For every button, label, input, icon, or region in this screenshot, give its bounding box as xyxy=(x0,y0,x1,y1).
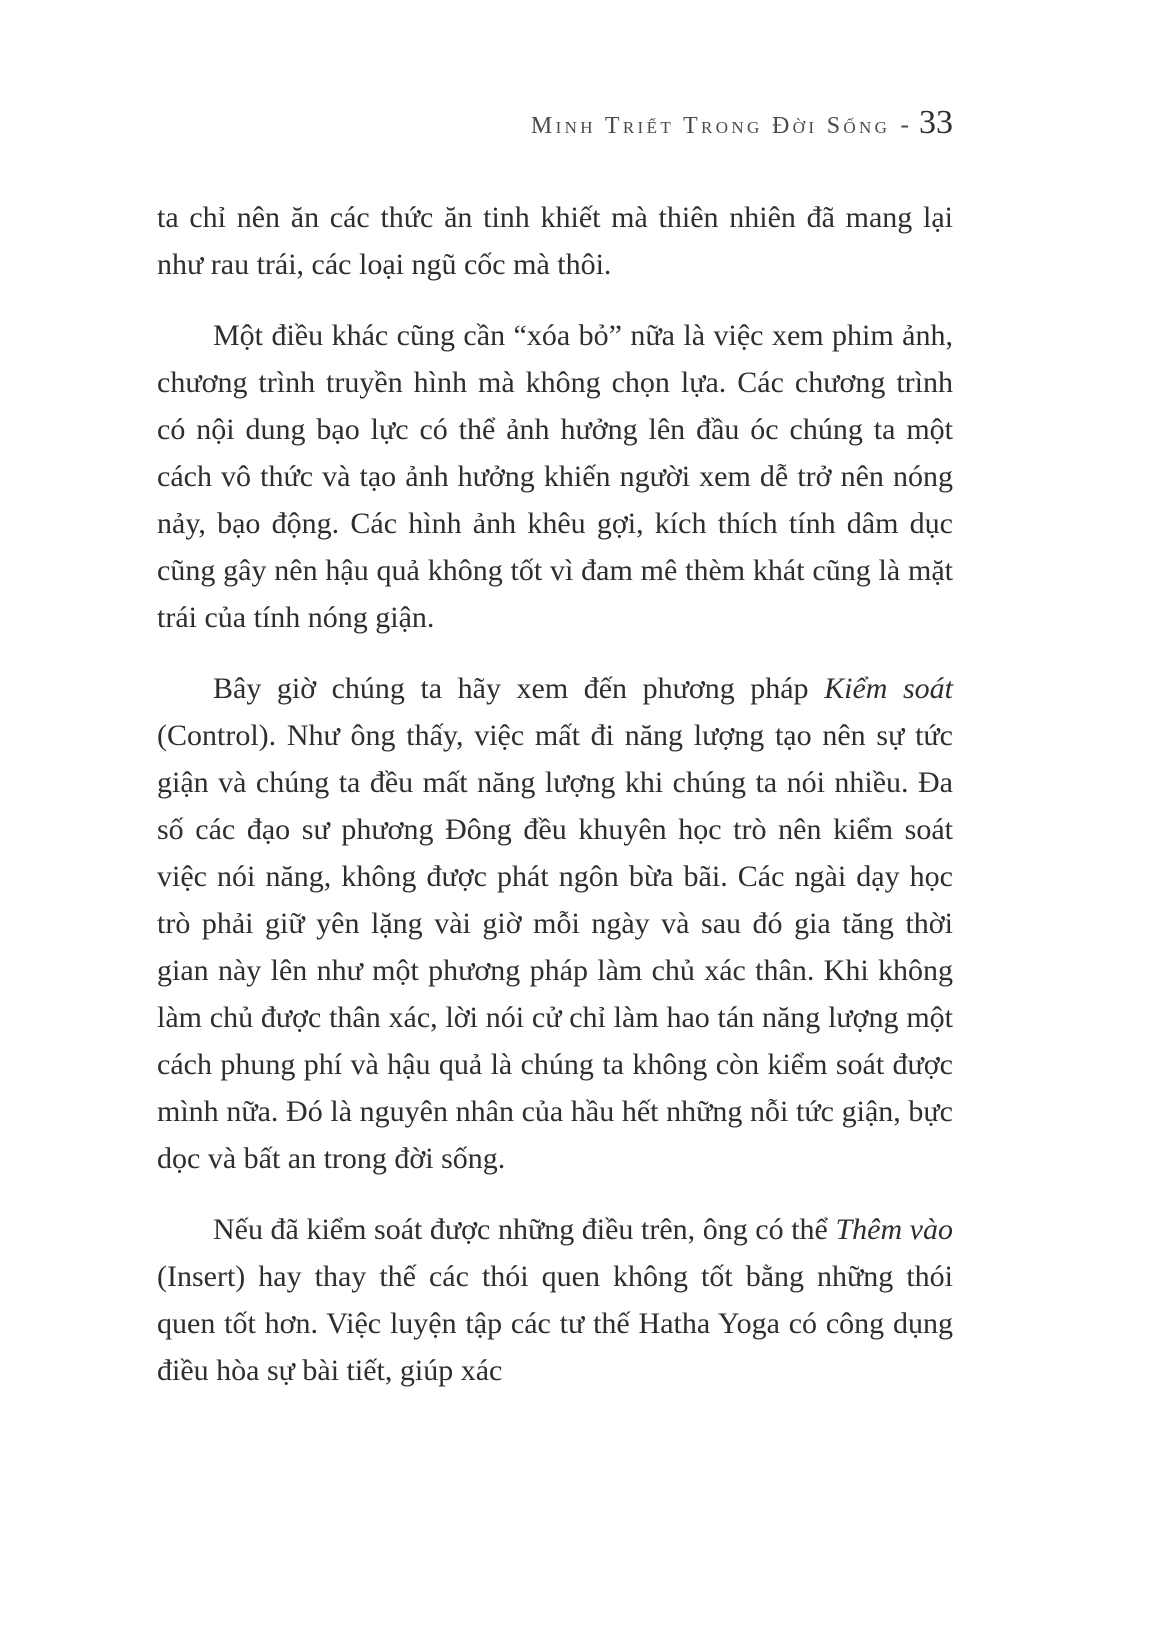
emphasized-text: Kiểm soát xyxy=(824,672,953,705)
body-text: Nếu đã kiểm soát được những điều trên, ông có thể xyxy=(213,1213,836,1246)
paragraph xyxy=(157,665,953,1182)
page-content xyxy=(157,194,953,1394)
page-header xyxy=(157,104,953,142)
paragraph xyxy=(157,312,953,641)
body-text: (Insert) hay thay thế các thói quen không tốt bằng những thói quen tốt hơn. Việc luyện tập các tư thế Hatha Yoga có công dụng điều hòa sự bài tiết, giúp xác xyxy=(157,1260,953,1387)
body-text: Một điều khác cũng cần “xóa bỏ” nữa là việc xem phim ảnh, chương trình truyền hình mà không chọn lựa. Các chương trình có nội dung bạo lực có thể ảnh hưởng lên đầu óc chúng ta một cách vô thức và tạo ảnh hưởng khiến người xem dễ trở nên nóng nảy, bạo động. Các hình ảnh khêu gợi, kích thích tính dâm dục cũng gây nên hậu quả không tốt vì đam mê thèm khát cũng là mặt trái của tính nóng giận. xyxy=(157,319,953,634)
paragraph xyxy=(157,1206,953,1394)
emphasized-text: Thêm vào xyxy=(835,1213,953,1246)
body-text: (Control). Như ông thấy, việc mất đi năng lượng tạo nên sự tức giận và chúng ta đều mất năng lượng khi chúng ta nói nhiều. Đa số các đạo sư phương Đông đều khuyên học trò nên kiểm soát việc nói năng, không được phát ngôn bừa bãi. Các ngài dạy học trò phải giữ yên lặng vài giờ mỗi ngày và sau đó gia tăng thời gian này lên như một phương pháp làm chủ xác thân. Khi không làm chủ được thân xác, lời nói cử chỉ làm hao tán năng lượng một cách phung phí và hậu quả là chúng ta không còn kiểm soát được mình nữa. Đó là nguyên nhân của hầu hết những nỗi tức giận, bực dọc và bất an trong đời sống. xyxy=(157,719,953,1175)
paragraph xyxy=(157,194,953,288)
page-number: 33 xyxy=(919,104,953,141)
header-separator: - xyxy=(900,110,909,139)
body-text: Bây giờ chúng ta hãy xem đến phương pháp xyxy=(213,672,825,705)
body-text: ta chỉ nên ăn các thức ăn tinh khiết mà thiên nhiên đã mang lại như rau trái, các loại ngũ cốc mà thôi. xyxy=(157,201,953,281)
running-title: Minh Triết Trong Đời Sống xyxy=(530,113,891,139)
